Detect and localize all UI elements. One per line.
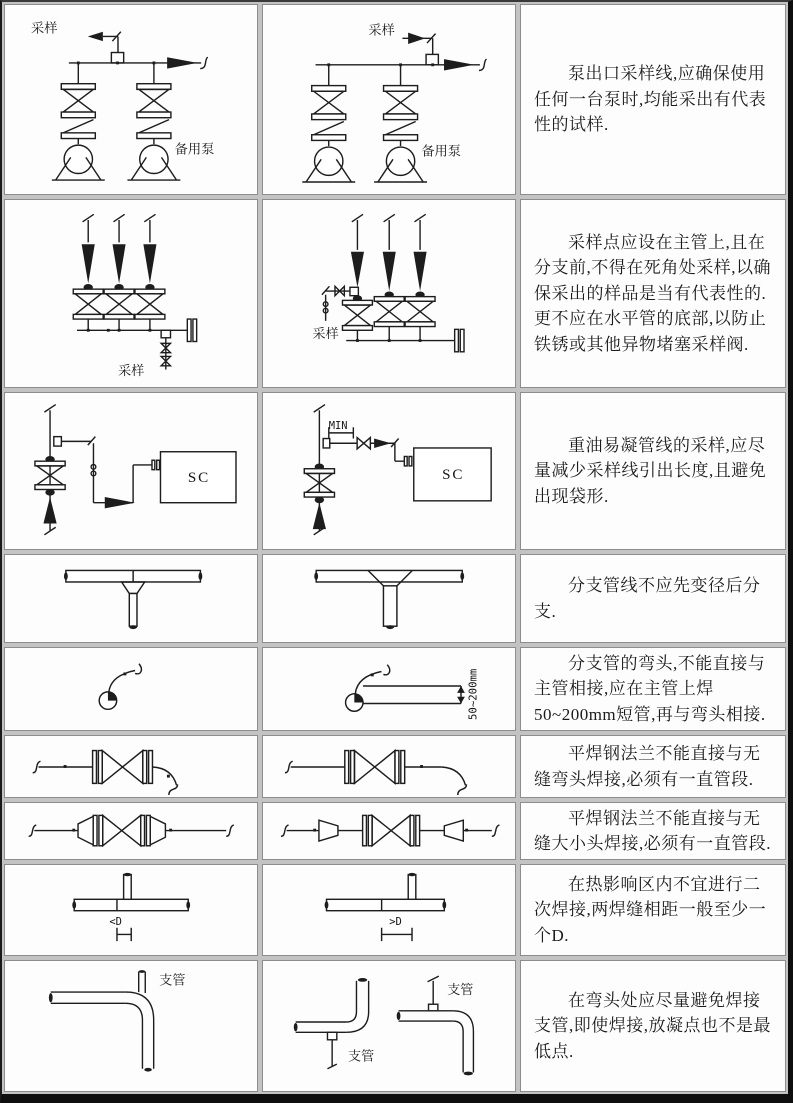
- note-text: 平焊钢法兰不能直接与无缝大小头焊接,必须有一直管段.: [534, 808, 771, 853]
- note-r9: [520, 960, 786, 1092]
- diagram-branch-at-elbow-wrong: [9, 964, 253, 1088]
- branch-pipe-label: 支管: [447, 982, 474, 998]
- diagram-manifold-sampling-wrong: [9, 205, 253, 383]
- cell-r9-wrong: [4, 960, 258, 1092]
- standby-pump-label: 备用泵: [174, 141, 215, 157]
- diagram-branch-before-elbow-right: [267, 964, 511, 1088]
- note-text: 泵出口采样线,应确保使用任何一台泵时,均能采出有代表性的试样.: [534, 64, 767, 135]
- flow-arrow-icon: [43, 497, 56, 523]
- flow-arrow-icon: [374, 438, 391, 447]
- cell-r2-right: [262, 199, 516, 388]
- blind-flange-icon: [454, 329, 458, 351]
- note-r1: [520, 4, 786, 195]
- sampling-label: 采样: [30, 20, 58, 36]
- reducer-icon: [150, 817, 165, 845]
- diagram-weld-spacing-wrong: [9, 867, 253, 953]
- diagram-flange-reducer-wrong: [9, 804, 253, 857]
- flow-arrow-icon: [351, 251, 364, 287]
- cell-r1-right: [262, 4, 516, 195]
- cell-r6-wrong: [4, 735, 258, 798]
- note-text: 分支管的弯头,不能直接与主管相接,应在主管上焊50~200mm短管,再与弯头相接.: [534, 653, 766, 724]
- gate-valve-icon: [372, 816, 410, 846]
- flange-icon: [345, 750, 349, 783]
- flow-arrow-icon: [105, 497, 135, 508]
- blind-flange-icon: [187, 319, 191, 341]
- diagram-heavy-oil-sampling-right: [267, 397, 511, 545]
- diagram-elbow-direct-wrong: [9, 650, 253, 728]
- cell-r3-right: [262, 392, 516, 550]
- valve-branch: [374, 214, 404, 340]
- note-r3: [520, 392, 786, 550]
- cell-r1-wrong: [4, 4, 258, 195]
- diagram-pump-sampling-right: [267, 10, 511, 190]
- cell-r9-right: [262, 960, 516, 1092]
- cell-r5-right: [262, 647, 516, 731]
- sample-cooler-label: SC: [441, 467, 465, 484]
- note-r5: [520, 647, 786, 731]
- flange-icon: [362, 816, 366, 846]
- note-r7: [520, 802, 786, 860]
- pump-icon: [314, 147, 342, 175]
- note-text: 在弯头处应尽量避免焊接支管,即使焊接,放凝点也不是最低点.: [534, 990, 771, 1061]
- diagram-flange-elbow-wrong: [9, 738, 253, 796]
- cell-r8-wrong: [4, 864, 258, 956]
- cell-r7-wrong: [4, 802, 258, 860]
- diagram-flange-straight-elbow-right: [267, 738, 511, 796]
- branch-pipe-label: 支管: [347, 1048, 375, 1064]
- diagram-pump-sampling-wrong: [9, 10, 253, 190]
- note-text: 采样点应设在主管上,且在分支前,不得在死角处采样,以确保采出的样品是当有代表性的.更不应在水平管的底部,以防止铁锈或其他异物堵塞采样阀.: [534, 232, 771, 354]
- pump-branch: [52, 63, 105, 180]
- flange-icon: [93, 816, 97, 846]
- sampling-label: 采样: [117, 362, 145, 378]
- pump-icon: [64, 145, 92, 173]
- diagram-tee-branch-first-right: [267, 557, 511, 640]
- flow-arrow-icon: [382, 251, 395, 290]
- gate-valve-icon: [102, 750, 143, 783]
- branch-pipe-label: 支管: [159, 972, 186, 988]
- dimension-label: <D: [109, 916, 122, 929]
- diagram-elbow-stub-right: [267, 650, 511, 728]
- flow-arrow-icon: [444, 59, 474, 70]
- standby-pump-label: 备用泵: [421, 143, 461, 159]
- note-text: 分支管线不应先变径后分支.: [534, 576, 761, 621]
- valve-branch: [73, 214, 103, 330]
- note-text: 重油易凝管线的采样,应尽量减少采样线引出长度,且避免出现袋形.: [534, 435, 767, 506]
- gate-valve-icon: [103, 816, 141, 846]
- note-r2: [520, 199, 786, 388]
- cell-r4-wrong: [4, 554, 258, 643]
- cell-r7-right: [262, 802, 516, 860]
- note-r8: [520, 864, 786, 956]
- diagram-tee-reduce-first-wrong: [9, 557, 253, 640]
- diagram-flange-reducer-right: [267, 804, 511, 857]
- cell-r6-right: [262, 735, 516, 798]
- reducer-icon: [319, 821, 338, 842]
- note-r6: [520, 735, 786, 798]
- diagram-manifold-sampling-right: [267, 205, 511, 383]
- diagram-heavy-oil-sampling-wrong: [9, 397, 253, 545]
- cell-r8-right: [262, 864, 516, 956]
- flow-arrow-icon: [81, 244, 94, 283]
- note-text: 平焊钢法兰不能直接与无缝弯头焊接,必须有一直管段.: [534, 744, 761, 789]
- cell-r2-wrong: [4, 199, 258, 388]
- stub-length-label: 50~200mm: [466, 668, 480, 721]
- reducer-icon: [121, 582, 144, 594]
- flow-arrow-icon: [167, 57, 197, 68]
- pump-branch: [302, 65, 355, 182]
- flow-arrow-icon: [408, 32, 425, 43]
- reducer-icon: [78, 817, 93, 845]
- sample-cooler-label: SC: [187, 469, 210, 486]
- flow-arrow-icon: [313, 503, 326, 529]
- sampling-valve-icon: [357, 437, 370, 448]
- cell-r5-wrong: [4, 647, 258, 731]
- reducer-icon: [444, 821, 463, 842]
- note-r4: [520, 554, 786, 643]
- cell-r3-wrong: [4, 392, 258, 550]
- cell-r4-right: [262, 554, 516, 643]
- gate-valve-icon: [354, 750, 395, 783]
- flow-arrow-icon: [88, 31, 103, 40]
- sampling-label: 采样: [312, 325, 339, 341]
- min-dimension-label: MIN: [328, 419, 348, 432]
- sampling-label: 采样: [368, 22, 395, 38]
- diagram-weld-spacing-right: [267, 867, 511, 953]
- dimension-label: >D: [389, 916, 402, 929]
- note-text: 在热影响区内不宜进行二次焊接,两焊缝相距一般至少一个D.: [534, 874, 767, 945]
- flange-icon: [92, 750, 96, 783]
